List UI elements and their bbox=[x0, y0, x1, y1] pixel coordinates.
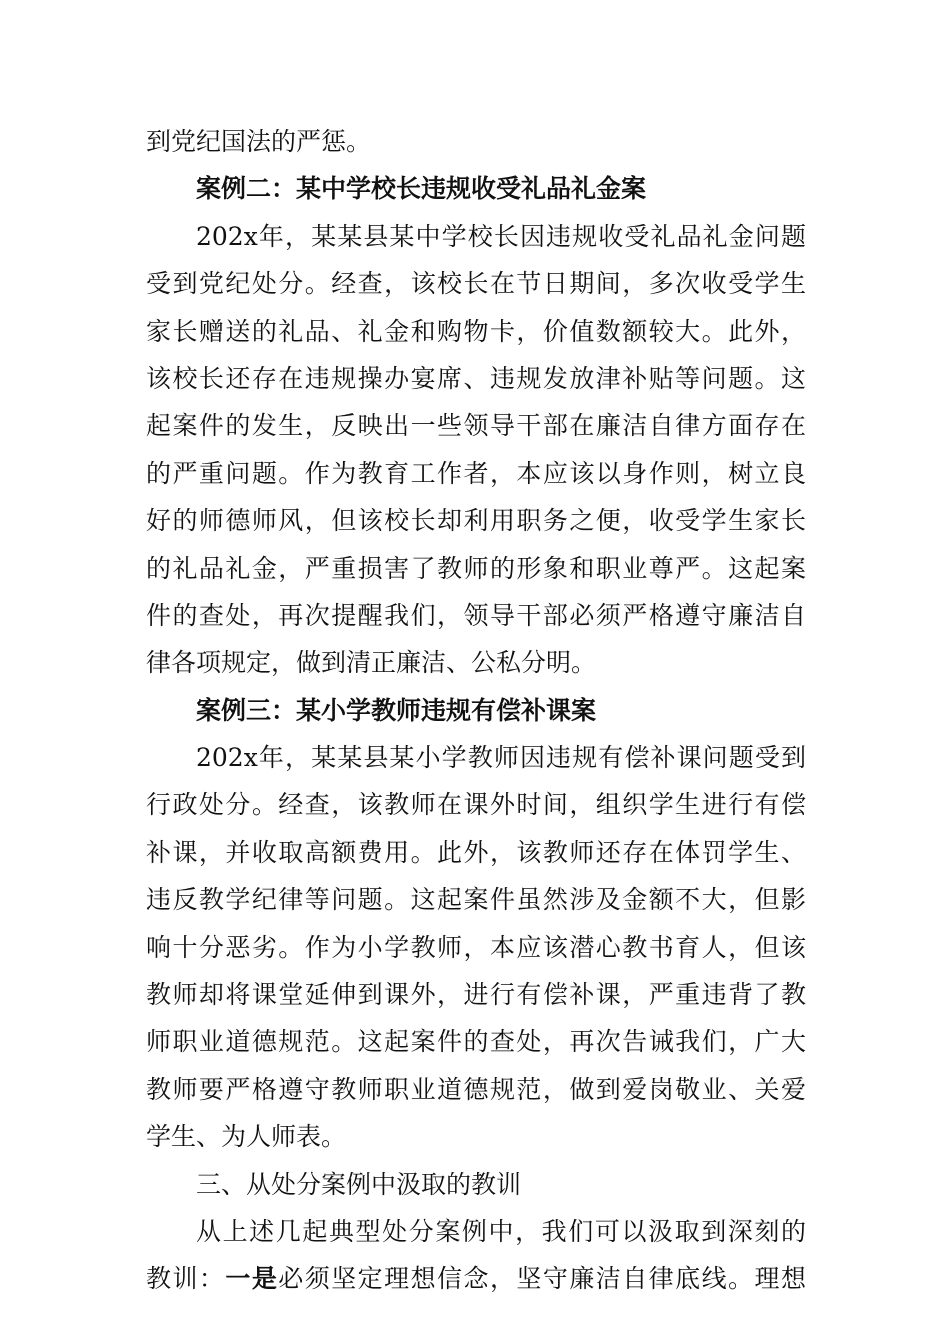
section-three-line: 从上述几起典型处分案例中，我们可以汲取到深刻的 bbox=[196, 1216, 806, 1246]
case-three-line: 行政处分。经查，该教师在课外时间，组织学生进行有偿 bbox=[146, 790, 806, 820]
case-two-line: 该校长还存在违规操办宴席、违规发放津补贴等问题。这 bbox=[146, 363, 806, 393]
paragraph-line: 到党纪国法的严惩。 bbox=[146, 127, 372, 156]
section-three-line-emphasis: 一是 bbox=[225, 1264, 279, 1294]
case-two-line: 件的查处，再次提醒我们，领导干部必须严格遵守廉洁自 bbox=[146, 600, 806, 630]
case-two-line: 好的师德师风，但该校长却利用职务之便，收受学生家长 bbox=[146, 506, 806, 536]
case-two-line: 202x年，某某县某中学校长因违规收受礼品礼金问题 bbox=[196, 221, 806, 251]
case-two-line: 家长赠送的礼品、礼金和购物卡，价值数额较大。此外， bbox=[146, 316, 806, 346]
case-two-line: 起案件的发生，反映出一些领导干部在廉洁自律方面存在 bbox=[146, 411, 806, 441]
case-three-line: 202x年，某某县某小学教师因违规有偿补课问题受到 bbox=[196, 743, 806, 773]
section-three-line-prefix: 教训： bbox=[146, 1264, 226, 1294]
case-three-heading: 案例三：某小学教师违规有偿补课案 bbox=[196, 695, 597, 725]
case-three-line: 教师却将课堂延伸到课外，进行有偿补课，严重违背了教 bbox=[146, 980, 806, 1010]
case-three-line: 违反教学纪律等问题。这起案件虽然涉及金额不大，但影 bbox=[146, 885, 806, 915]
document-body bbox=[146, 118, 806, 1303]
section-three-last-line bbox=[146, 1255, 806, 1302]
case-three-line: 师职业道德规范。这起案件的查处，再次告诫我们，广大 bbox=[146, 1027, 806, 1057]
section-three-line-rest: 必须坚定理想信念，坚守廉洁自律底线。理想 bbox=[278, 1264, 806, 1294]
section-three-heading: 三、从处分案例中汲取的教训 bbox=[196, 1169, 522, 1199]
case-three-line: 学生、为人师表。 bbox=[146, 1122, 347, 1152]
case-two-line: 的礼品礼金，严重损害了教师的形象和职业尊严。这起案 bbox=[146, 553, 806, 583]
case-three-line: 补课，并收取高额费用。此外，该教师还存在体罚学生、 bbox=[146, 837, 806, 867]
case-two-heading: 案例二：某中学校长违规收受礼品礼金案 bbox=[196, 174, 647, 204]
case-two-line: 律各项规定，做到清正廉洁、公私分明。 bbox=[146, 648, 597, 678]
case-three-line: 响十分恶劣。作为小学教师，本应该潜心教书育人，但该 bbox=[146, 932, 806, 962]
case-three-line: 教师要严格遵守教师职业道德规范，做到爱岗敬业、关爱 bbox=[146, 1074, 806, 1104]
case-two-line: 受到党纪处分。经查，该校长在节日期间，多次收受学生 bbox=[146, 269, 806, 299]
case-two-line: 的严重问题。作为教育工作者，本应该以身作则，树立良 bbox=[146, 458, 806, 488]
